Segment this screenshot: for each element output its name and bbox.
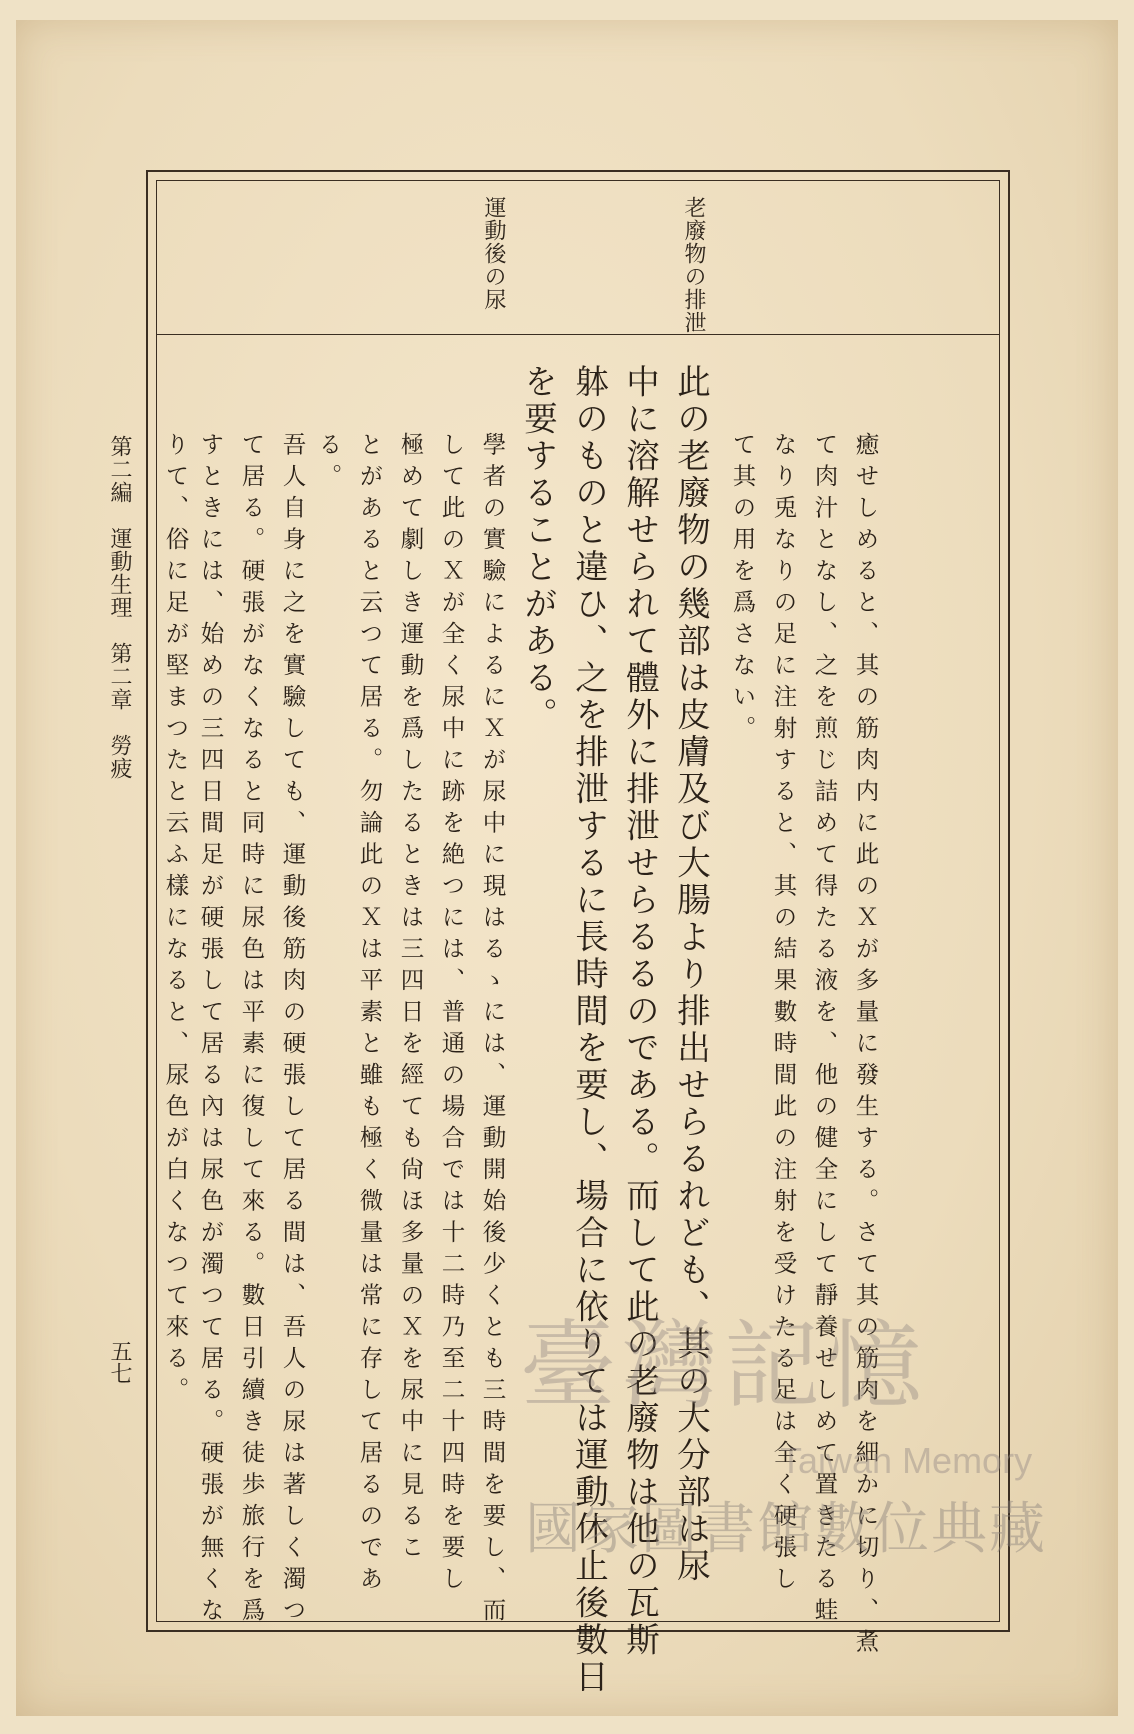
text-column: 學者の實驗によるにＸが尿中に現はるゝには、運動開始後少くとも三時間を要し、而: [478, 432, 507, 1629]
heading-excretion: 老廢物の排泄: [681, 196, 706, 334]
text-column: る。: [314, 432, 343, 495]
text-column: して此のＸが全く尿中に跡を絶つには、普通の場合では十二時乃至二十四時を要し: [437, 432, 466, 1598]
text-column: て肉汁となし、之を煎じ詰めて得たる液を、他の健全にして靜養せしめて置きたる蛙: [810, 432, 839, 1629]
text-column: とがあると云つて居る。勿論此のＸは平素と雖も極く微量は常に存して居るのであ: [355, 432, 384, 1598]
text-column: て居る。硬張がなくなると同時に尿色は平素に復して來る。數日引續き徒歩旅行を爲: [237, 432, 266, 1629]
text-column-large: 躰のものと違ひ、之を排泄するに長時間を要し、場合に依りては運動休止後數日: [569, 364, 609, 1696]
running-head: 第二編 運動生理 第二章 勞疲: [107, 435, 132, 780]
text-column-large: を要することがある。: [518, 364, 558, 734]
watermark-script-logo: 臺灣記憶: [520, 1310, 928, 1422]
watermark-english: Taiwan Memory: [780, 1440, 1033, 1481]
text-column: 癒せしめると、其の筋肉内に此のＸが多量に發生する。さて其の筋肉を細かに切り、煮: [851, 432, 880, 1661]
text-column: て其の用を爲さない。: [728, 432, 757, 747]
heading-urine: 運動後の尿: [481, 196, 506, 311]
text-column: 極めて劇しき運動を爲したるときは三四日を經ても尙ほ多量のＸを尿中に見るこ: [396, 432, 425, 1566]
header-divider: [156, 334, 1000, 335]
page-number: 五七: [107, 1340, 132, 1384]
text-column-large: 此の老廢物の幾部は皮膚及び大腸より排出せらるれども、其の大分部は尿: [671, 364, 711, 1585]
text-column: 吾人自身に之を實驗しても、運動後筋肉の硬張して居る間は、吾人の尿は著しく濁つ: [278, 432, 307, 1629]
text-column: なり兎なりの足に注射すると、其の結果數時間此の注射を受けたる足は全く硬張し: [769, 432, 798, 1598]
text-column: りて、俗に足が堅まつたと云ふ樣になると、尿色が白くなつて來る。: [161, 432, 190, 1409]
text-column-large: 中に溶解せられて體外に排泄せらるるのである。而して此の老廢物は他の瓦斯: [620, 364, 660, 1659]
watermark-chinese: 國家圖書館數位典藏: [525, 1497, 1047, 1562]
text-column: すときには、始めの三四日間足が硬張して居る內は尿色が濁つて居る。硬張が無くな: [196, 432, 225, 1629]
